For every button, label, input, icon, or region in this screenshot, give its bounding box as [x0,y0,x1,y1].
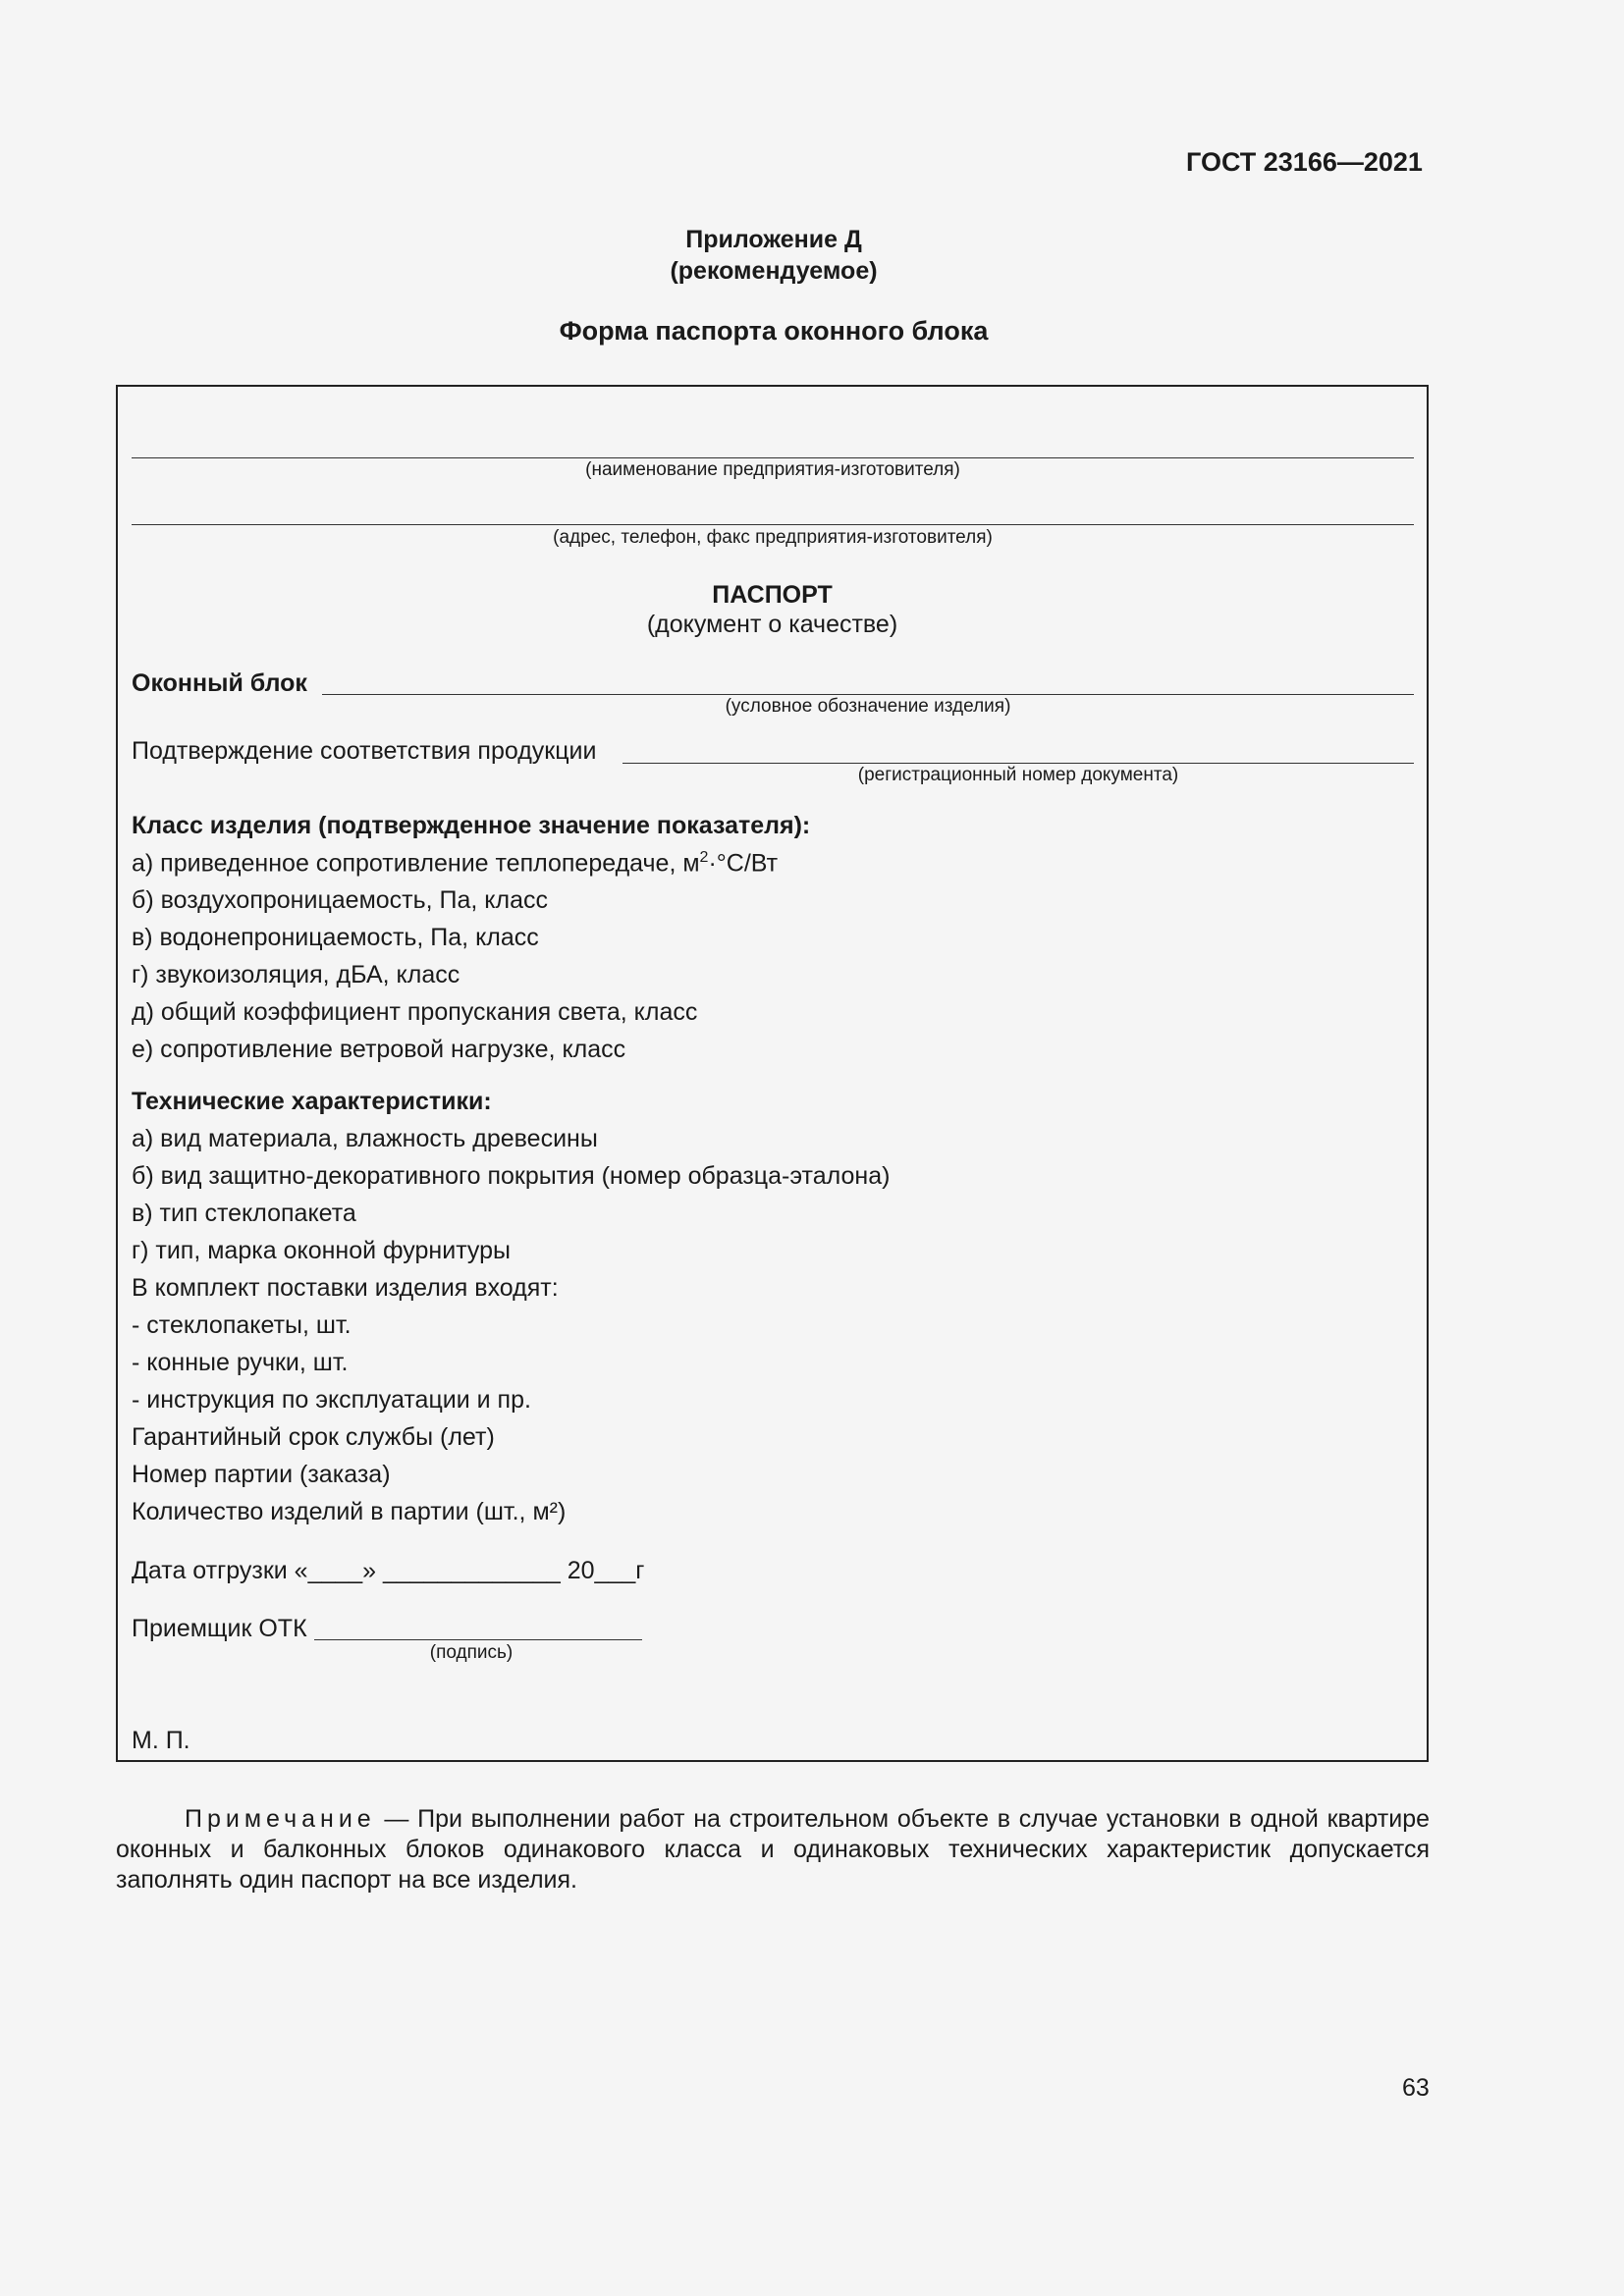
tech-item: Количество изделий в партии (шт., м²) [132,1498,567,1525]
class-item-a-text: а) приведенное сопротивление теплопередаче, м [132,849,700,878]
tech-item: - конные ручки, шт. [132,1349,349,1376]
stamp-label: М. П. [132,1727,190,1754]
manufacturer-caption: (наименование предприятия-изготовителя) [585,459,960,480]
reg-number-caption: (регистрационный номер документа) [857,765,1179,785]
address-line [132,524,1414,525]
class-item-a-sup: 2 [699,849,709,866]
note-text: — При выполнении работ на строительном объекте в случае установки в одной квартире оконных и балконных блоков одинакового класса и одинаковых технических характеристик допускается заполнять один паспорт на все изделия. [116,1805,1430,1894]
manufacturer-line [132,457,1414,458]
window-block-label: Оконный блок [132,669,307,697]
conformity-line [623,763,1414,764]
tech-item: а) вид материала, влажность древесины [132,1125,598,1152]
conformity-label: Подтверждение соответствия продукции [132,737,597,765]
window-block-line [322,694,1414,695]
tech-item: в) тип стеклопакета [132,1200,356,1227]
note-label: Примечание [185,1805,376,1833]
tech-item: - стеклопакеты, шт. [132,1311,352,1339]
form-title: Форма паспорта оконного блока [559,316,989,346]
inspector-label: Приемщик ОТК [132,1615,307,1642]
tech-heading: Технические характеристики: [132,1088,492,1115]
class-item-a-unit: ·°С/Вт [708,849,779,878]
tech-item: - инструкция по эксплуатации и пр. [132,1386,531,1414]
class-item: д) общий коэффициент пропускания света, класс [132,998,698,1026]
appendix-title: Приложение Д [685,226,862,253]
appendix-type: (рекомендуемое) [670,257,878,285]
page-number: 63 [1402,2074,1430,2102]
passport-subtitle: (документ о качестве) [646,611,898,638]
designation-caption: (условное обозначение изделия) [725,696,1011,717]
signature-caption: (подпись) [429,1642,514,1663]
class-heading: Класс изделия (подтвержденное значение показателя): [132,812,811,839]
tech-item: г) тип, марка оконной фурнитуры [132,1237,512,1264]
tech-item: Номер партии (заказа) [132,1461,391,1488]
class-item: г) звукоизоляция, дБА, класс [132,961,460,988]
tech-item: В комплект поставки изделия входят: [132,1274,559,1302]
class-item: в) водонепроницаемость, Па, класс [132,924,539,951]
shipment-date: Дата отгрузки «____» _____________ 20___г [132,1557,645,1584]
passport-title: ПАСПОРТ [712,581,833,609]
standard-number: ГОСТ 23166—2021 [1186,147,1423,177]
tech-item: Гарантийный срок службы (лет) [132,1423,495,1451]
signature-line [314,1639,642,1640]
class-item-a [132,849,778,878]
class-item: е) сопротивление ветровой нагрузке, класс [132,1036,626,1063]
class-item: б) воздухопроницаемость, Па, класс [132,886,549,914]
tech-item: б) вид защитно-декоративного покрытия (номер образца-эталона) [132,1162,891,1190]
note [116,1804,1430,1896]
address-caption: (адрес, телефон, факс предприятия-изготовителя) [553,527,993,548]
